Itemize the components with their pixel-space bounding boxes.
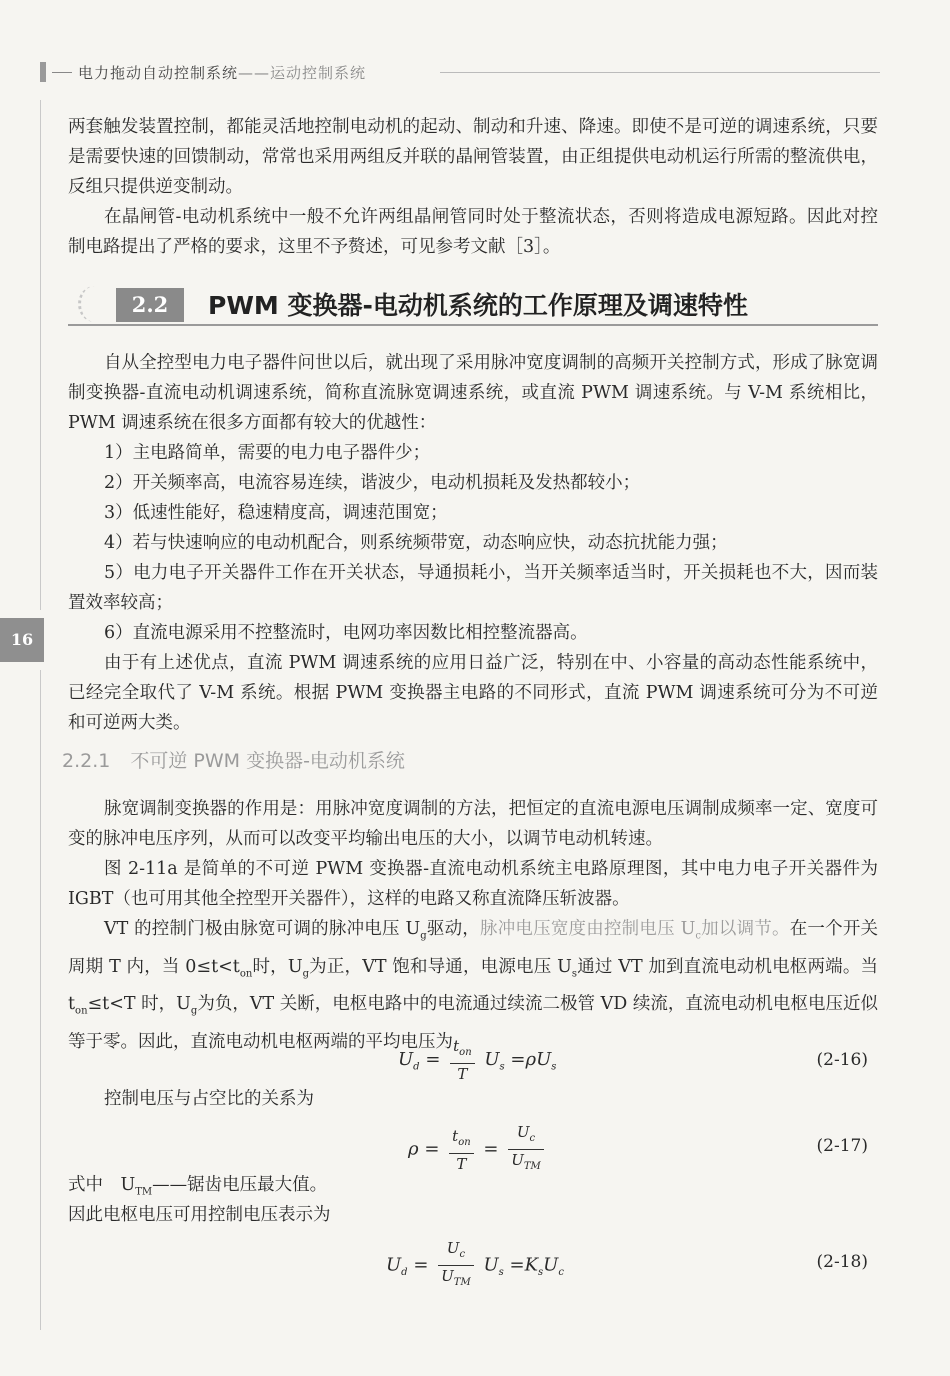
eq-symbol: U (446, 1239, 460, 1257)
equation-number: (2-16) (816, 1050, 868, 1070)
eq-subscript: c (459, 1249, 466, 1260)
header-rule (440, 72, 880, 73)
eq-operator: = (424, 1138, 440, 1160)
eq-symbol: U (386, 1254, 402, 1276)
subscript: g (302, 968, 309, 979)
text-run: VT 的控制门极由脉宽可调的脉冲电压 U (104, 919, 421, 939)
text-run: 时，U (252, 956, 303, 977)
eq-operator: =ρU (510, 1049, 552, 1070)
faded-text: 脉冲电压宽度由控制电压 U (480, 919, 696, 939)
list-item: 3）低速性能好，稳速精度高，调速范围宽； (104, 503, 448, 523)
eq-operator: = (413, 1254, 429, 1276)
equation-number: (2-17) (816, 1136, 868, 1156)
equation-body (398, 1036, 556, 1084)
subscript: TM (135, 1186, 153, 1198)
side-rule-top (40, 100, 41, 610)
header-title: 电力拖动自动控制系统 (78, 64, 239, 82)
header-text (78, 62, 366, 83)
equation-body (408, 1122, 548, 1177)
header-subtitle: 运动控制系统 (270, 64, 367, 82)
eq-symbol: U (484, 1049, 500, 1070)
text-run: 式中 U (68, 1175, 136, 1195)
eq-numerator (450, 1036, 475, 1064)
eq-subscript: d (401, 1267, 408, 1279)
side-rule-bottom (40, 670, 41, 1330)
subsection-heading (62, 746, 405, 773)
section-decoration (78, 286, 111, 322)
text-run: 驱动， (426, 919, 480, 939)
running-header (40, 60, 880, 84)
eq-numerator (508, 1122, 544, 1150)
subscript: g (190, 1005, 198, 1017)
eq-symbol: U (543, 1254, 559, 1276)
eq-subscript: c (558, 1267, 564, 1279)
eq-fraction (508, 1122, 544, 1177)
eq-subscript: on (458, 1136, 471, 1148)
paragraph-6: 图 2-11a 是简单的不可逆 PWM 变换器-直流电动机系统主电路原理图，其中电力电子开关器件为 IGBT（也可用其他全控型开关器件），这样的电路又称直流降压斩波器。 (68, 859, 878, 909)
list-item: 5）电力电子开关器件工作在开关状态，导通损耗小，当开关频率适当时，开关损耗也不大，因而装置效率较高； (68, 563, 878, 613)
paragraph-8: 控制电压与占空比的关系为 (104, 1089, 314, 1109)
subscript: on (75, 1005, 88, 1017)
subscript: on (239, 968, 253, 979)
list-item: 2）开关频率高，电流容易连续，谐波少，电动机损耗及发热都较小； (104, 473, 641, 493)
paragraph-1: 两套触发装置控制，都能灵活地控制电动机的起动、制动和升速、降速。即使不是可逆的调速系统，只要是需要快速的回馈制动，常常也采用两组反并联的晶闸管装置，由正组提供电动机运行所需的整流供电，反组只提供逆变制动。 (68, 117, 878, 197)
eq-operator: =K (509, 1254, 539, 1276)
text-run: 在一个开关周期 T 内，当 0≤t<t (68, 919, 879, 977)
subsection-title: 不可逆 PWM 变换器-电动机系统 (130, 750, 405, 772)
eq-subscript: d (413, 1061, 420, 1073)
paragraph-2: 在晶闸管-电动机系统中一般不允许两组晶闸管同时处于整流状态，否则将造成电源短路。因此对控制电路提出了严格的要求，这里不予赘述，可见参考文献［3］。 (68, 207, 878, 257)
text-run: 为负，VT 关断，电枢电路中的电流通过续流二极管 VD 续流，直流电动机电枢电压近似等于零。因此，直流电动机电枢两端的平均电压为 (68, 994, 878, 1052)
eq-subscript: c (529, 1133, 536, 1144)
subscript: g (420, 930, 427, 942)
eq-denominator: T (456, 1154, 467, 1173)
eq-operator: = (425, 1049, 441, 1070)
section-heading (68, 282, 878, 326)
text-run: ≤t<T 时，U (87, 994, 191, 1014)
equation-number: (2-18) (816, 1252, 868, 1272)
eq-subscript: s (499, 1061, 505, 1073)
faded-text: 加以调节。 (700, 919, 790, 939)
eq-numerator (438, 1238, 474, 1266)
eq-subscript: TM (523, 1161, 541, 1172)
eq-symbol: U (483, 1254, 499, 1276)
page-number: 16 (10, 630, 34, 649)
eq-fraction (450, 1036, 475, 1084)
equation-body (386, 1238, 564, 1293)
list-item: 4）若与快速响应的电动机配合，则系统频带宽，动态响应快，动态抗扰能力强； (104, 533, 728, 553)
eq-subscript: s (551, 1061, 557, 1073)
eq-operator: = (483, 1138, 499, 1160)
header-bar (40, 62, 46, 82)
eq-fraction (449, 1126, 474, 1174)
eq-numerator (449, 1126, 474, 1154)
eq-denominator: T (457, 1065, 468, 1083)
paragraph-5: 脉宽调制变换器的作用是：用脉冲宽度调制的方法，把恒定的直流电源电压调制成频率一定、宽度可变的脉冲电压序列，从而可以改变平均输出电压的大小，以调节电动机转速。 (68, 799, 878, 849)
eq-symbol: t (452, 1126, 459, 1145)
list-item: 6）直流电源采用不控整流时，电网功率因数比相控整流器高。 (104, 623, 588, 643)
subscript: c (695, 930, 701, 942)
subsection-number: 2.2.1 (62, 750, 111, 772)
text-run: 通过 VT 加到直流电动机电枢两端。当 t (68, 956, 879, 1014)
text-run: ——锯齿电压最大值。 (152, 1175, 328, 1195)
header-dash-text: —— (238, 64, 271, 82)
paragraph-3: 自从全控型电力电子器件问世以后，就出现了采用脉冲宽度调制的高频开关控制方式，形成了脉宽调制变换器-直流电动机调速系统，简称直流脉宽调速系统，或直流 PWM 调速系统。与 V-M 系统相比，PWM 调速系统在很多方面都有较大的优越性： (68, 353, 878, 433)
eq-denominator (438, 1266, 474, 1293)
text-run: 为正，VT 饱和导通，电源电压 U (309, 956, 572, 977)
paragraph-10: 因此电枢电压可用控制电压表示为 (68, 1205, 331, 1225)
paragraph-4: 由于有上述优点，直流 PWM 调速系统的应用日益广泛，特别在中、小容量的高动态性能系统中，已经完全取代了 V-M 系统。根据 PWM 变换器主电路的不同形式，直流 PWM 调速系统可分为不可逆和可逆两大类。 (68, 653, 878, 733)
subscript: s (571, 968, 578, 979)
eq-symbol: U (441, 1267, 454, 1285)
eq-fraction (438, 1238, 474, 1293)
section-rule (68, 324, 878, 326)
section-number: 2.2 (116, 288, 184, 322)
section-title: PWM 变换器-电动机系统的工作原理及调速特性 (208, 291, 748, 320)
eq-symbol: U (398, 1049, 414, 1070)
list-item: 1）主电路简单，需要的电力电子器件少； (104, 443, 431, 463)
eq-symbol: U (511, 1151, 524, 1169)
header-dash (52, 72, 72, 73)
eq-subscript: TM (453, 1277, 471, 1288)
eq-symbol: t (453, 1037, 460, 1055)
eq-subscript: s (538, 1267, 544, 1279)
eq-symbol: ρ (408, 1138, 419, 1160)
equation-2-18 (68, 1238, 878, 1294)
eq-subscript: on (459, 1047, 472, 1058)
eq-symbol: U (516, 1123, 530, 1141)
eq-subscript: s (498, 1267, 504, 1279)
